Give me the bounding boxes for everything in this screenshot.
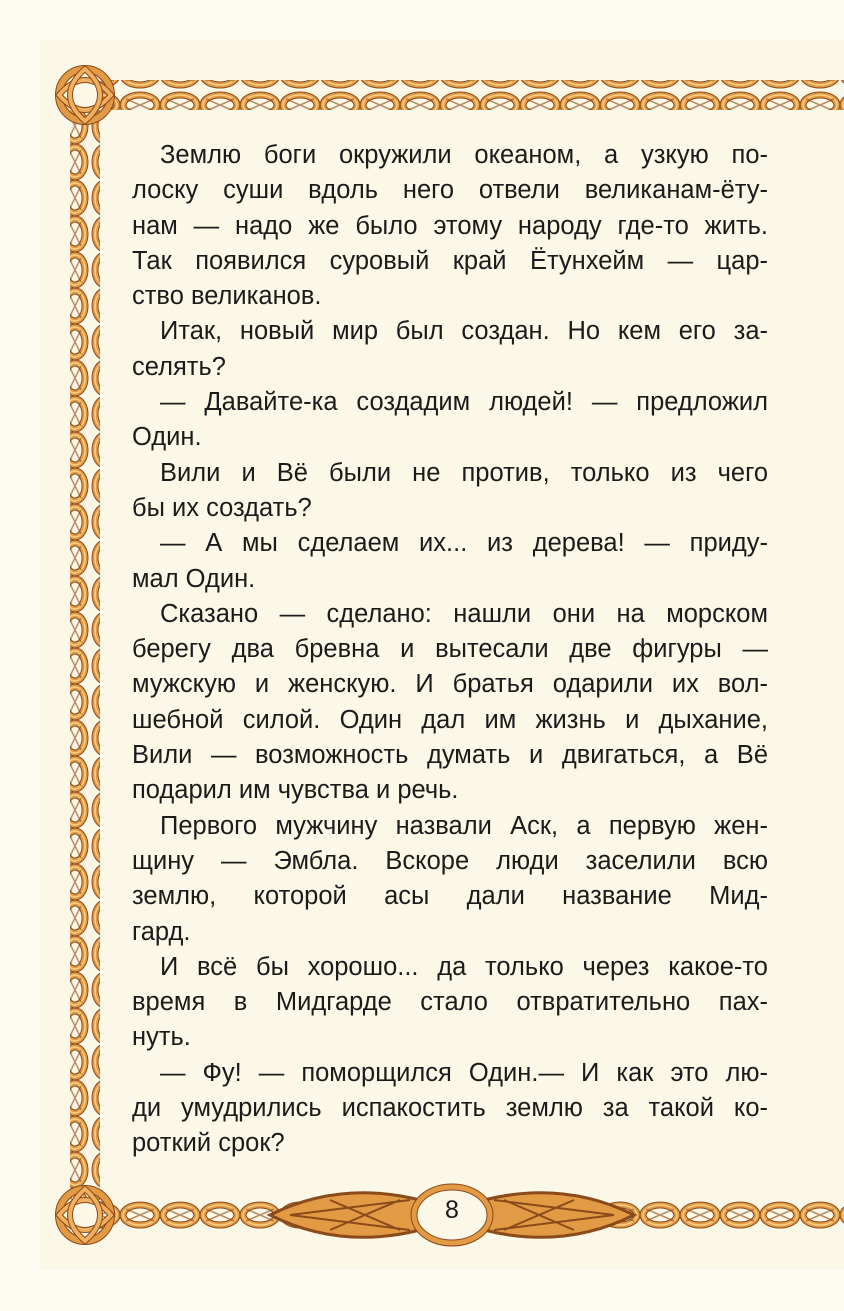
text-line: мал Один. (132, 564, 256, 593)
text-line: Один. (132, 423, 202, 452)
text-line: берегу два бревна и вытесали две фигуры — (132, 635, 768, 664)
paragraph (132, 456, 768, 527)
text-line: — А мы сделаем их... из дерева! — приду- (160, 529, 768, 558)
text-line: шебной силой. Один дал им жизнь и дыхание, (132, 705, 768, 734)
text-line: бы их создать? (132, 493, 312, 522)
text-line: Итак, новый мир был создан. Но кем его за- (160, 317, 768, 346)
text-line: нам — надо же было этому народу где-то жить. (132, 211, 768, 240)
paragraph (132, 950, 768, 1056)
text-line: Вили — возможность думать и двигаться, а Вё (132, 741, 768, 770)
text-line: Вили и Вё были не против, только из чего (160, 458, 768, 487)
text-line: роткий срок? (132, 1129, 285, 1158)
text-line: лоску суши вдоль него отвели великанам-ёту- (132, 176, 768, 205)
text-line: Сказано — сделано: нашли они на морском (160, 599, 768, 628)
paragraph (132, 526, 768, 597)
story-text (132, 138, 768, 1162)
paragraph (132, 385, 768, 456)
paragraph (132, 1056, 768, 1162)
text-line: — Фу! — поморщился Один.— И как это лю- (160, 1058, 768, 1087)
text-line: Так появился суровый край Ётунхейм — цар- (132, 246, 768, 275)
text-line: землю, которой асы дали название Мид- (132, 882, 768, 911)
text-line: щину — Эмбла. Вскоре люди заселили всю (132, 846, 768, 875)
text-line: нуть. (132, 1023, 191, 1052)
text-line: ди умудрились испакостить землю за такой ко- (132, 1094, 768, 1123)
text-line: мужскую и женскую. И братья одарили их вол- (132, 670, 768, 699)
paragraph (132, 314, 768, 385)
text-line: гард. (132, 917, 191, 946)
paragraph (132, 597, 768, 809)
text-line: Землю боги окружили океаном, а узкую по- (160, 141, 768, 169)
text-line: ство великанов. (132, 282, 322, 311)
text-line: И всё бы хорошо... да только через какое-то (160, 952, 768, 981)
page-number: 8 (445, 1196, 459, 1224)
text-line: — Давайте-ка создадим людей! — предложил (160, 388, 768, 417)
paragraph (132, 138, 768, 314)
text-line: подарил им чувства и речь. (132, 776, 459, 805)
text-line: время в Мидгарде стало отвратительно пах- (132, 988, 768, 1017)
text-line: Первого мужчину назвали Аск, а первую жен- (160, 811, 768, 840)
text-line: селять? (132, 352, 226, 381)
paragraph (132, 809, 768, 950)
